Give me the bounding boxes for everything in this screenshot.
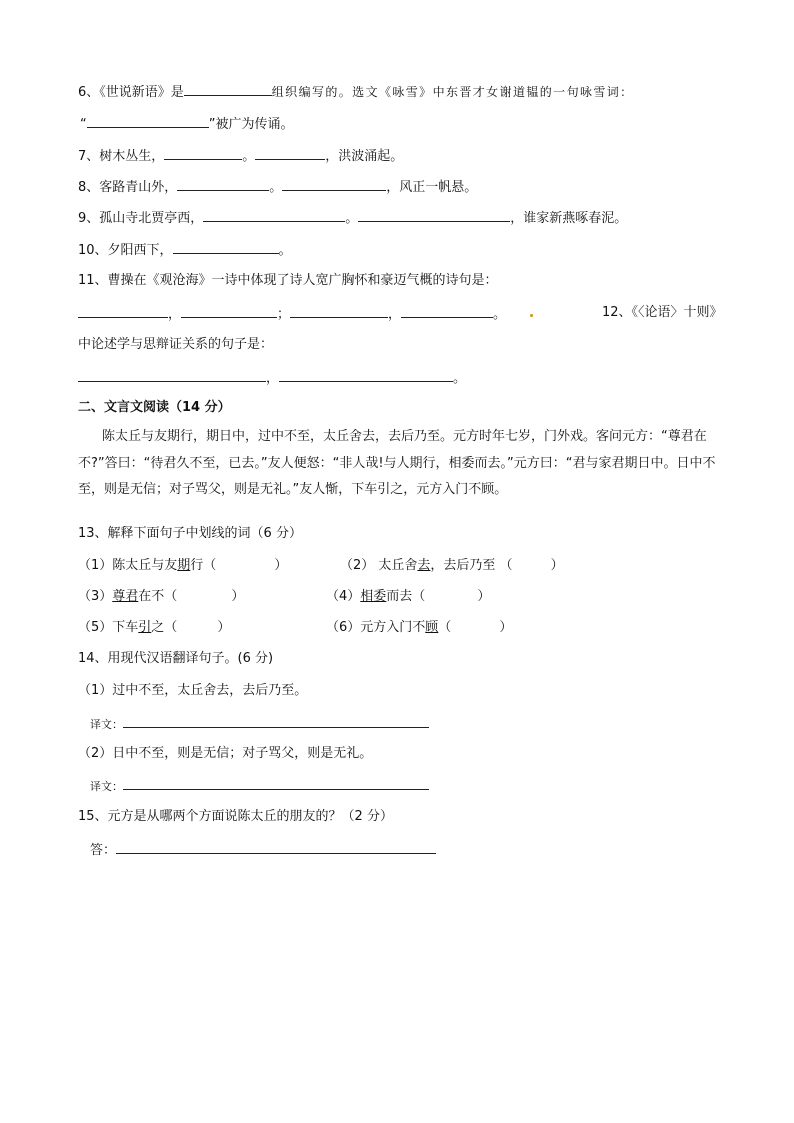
q13-item-5	[78, 618, 230, 637]
q13-title-text: 13、解释下面句子中划线的词（6 分）	[78, 526, 302, 541]
q12-title-a	[602, 304, 723, 322]
q12-line2	[78, 336, 273, 354]
q14-title	[78, 650, 273, 668]
q13-item-1-underlined: 期	[177, 558, 191, 573]
q11-sep-2: ；	[277, 307, 291, 322]
q12-sep: ，	[266, 371, 280, 386]
q13-item-3-post: 在不（	[138, 589, 178, 604]
q13-item-5-pre: （5）下车	[78, 620, 139, 635]
q13-item-6-close: ）	[499, 620, 513, 635]
q13-item-5-answer[interactable]	[177, 618, 217, 631]
q6-text-d: ”被广为传诵。	[208, 117, 294, 132]
passage-text: 陈太丘与友期行，期日中，过中不至，太丘舍去，去后乃至。元方时年七岁，门外戏。客问元方：“尊君在不?”答曰：“待君久不至，已去。”友人便怒：“非人哉!与人期行，相委而去。”元方曰：“君与家君期日中。日中不至，则是无信；对子骂父，则是无礼。”友人惭，下车引之，元方入门不顾。	[78, 429, 716, 497]
q13-item-2-pre: （2） 太丘舍	[340, 558, 418, 573]
q6-text-b: 组织编写的。选文《咏雪》中东晋才女谢道韫的一句咏雪词：	[271, 85, 634, 99]
q14-sentence-2	[78, 745, 372, 763]
q13-title	[78, 525, 302, 543]
q9-text-b: 。	[345, 211, 359, 226]
q13-item-2-answer[interactable]	[513, 556, 551, 569]
decorative-dot	[530, 314, 533, 317]
q11-blank-2[interactable]	[181, 304, 277, 318]
q9-text-c: ，谁家新燕啄春泥。	[510, 211, 628, 226]
q14-answer-2-label: 译文：	[90, 780, 123, 793]
q7-text-b: 。	[242, 149, 256, 164]
q13-item-5-close: ）	[217, 620, 231, 635]
q15-title	[78, 808, 393, 826]
q13-item-6-underlined: 顾	[425, 620, 439, 635]
q10-line	[78, 240, 292, 260]
q13-item-3-pre: （3）	[78, 589, 113, 604]
q6-line1	[78, 82, 634, 102]
q13-item-4-post: 而去（	[386, 589, 426, 604]
q14-answer-1-label: 译文：	[90, 718, 123, 731]
q14-answer-2	[90, 776, 429, 796]
q8-blank-1[interactable]	[177, 177, 269, 191]
q10-blank-1[interactable]	[173, 240, 279, 254]
q6-text-c: “	[80, 117, 87, 132]
q7-line	[78, 146, 403, 166]
q11-blank-4[interactable]	[401, 304, 493, 318]
q12-blanks-line	[78, 368, 466, 388]
q13-item-5-post: 之（	[151, 620, 178, 635]
q7-blank-1[interactable]	[164, 146, 242, 160]
q13-item-3-answer[interactable]	[177, 587, 231, 600]
q13-item-4-pre: （4）	[326, 589, 361, 604]
q13-item-3-underlined: 尊君	[112, 589, 139, 604]
q10-text-a: 10、夕阳西下，	[78, 243, 173, 258]
q14-title-text: 14、用现代汉语翻译句子。(6 分)	[78, 651, 274, 666]
q15-answer-field[interactable]	[116, 840, 436, 854]
q13-item-6-pre: （6）元方入门不	[326, 620, 426, 635]
q13-item-4	[326, 587, 490, 606]
q11-sep-1: ，	[168, 307, 182, 322]
q13-item-5-underlined: 引	[138, 620, 152, 635]
q6-blank-1[interactable]	[184, 82, 272, 96]
q13-item-6-post: （	[438, 620, 452, 635]
q9-blank-2[interactable]	[358, 208, 510, 222]
q13-item-1-close: ）	[274, 558, 288, 573]
q6-blank-2[interactable]	[87, 114, 209, 128]
q14-answer-1	[90, 714, 429, 734]
q12-end: 。	[453, 371, 467, 386]
q15-answer	[90, 840, 436, 860]
q13-item-2-underlined: 去	[417, 558, 431, 573]
q9-line	[78, 208, 627, 228]
q6-line2	[80, 114, 294, 134]
q14-sentence-2-text: （2）日中不至，则是无信；对子骂父，则是无礼。	[78, 746, 373, 761]
q13-item-3-close: ）	[231, 589, 245, 604]
q11-end: 。	[493, 307, 507, 322]
q9-blank-1[interactable]	[203, 208, 345, 222]
q8-text-a: 8、客路青山外，	[78, 180, 178, 195]
q13-item-1	[78, 556, 287, 575]
passage	[78, 424, 718, 504]
q13-item-6	[326, 618, 512, 637]
q13-item-1-post: 行（	[190, 558, 217, 573]
q13-item-2-close: ）	[550, 558, 564, 573]
q8-line	[78, 177, 477, 197]
q14-sentence-1-text: （1）过中不至，太丘舍去，去后乃至。	[78, 683, 308, 698]
q14-sentence-1	[78, 682, 307, 700]
q10-text-b: 。	[278, 243, 292, 258]
q13-item-4-underlined: 相委	[360, 589, 387, 604]
section2-title	[78, 399, 231, 417]
q11-title	[78, 272, 498, 290]
q15-answer-label: 答：	[90, 843, 117, 858]
q9-text-a: 9、孤山寺北贾亭西，	[78, 211, 204, 226]
q8-blank-2[interactable]	[282, 177, 386, 191]
q11-blanks-line	[78, 304, 506, 324]
q12-text-b: 中论述学与思辩证关系的句子是：	[78, 337, 274, 352]
q6-text-a: 6、《世说新语》是	[78, 85, 184, 100]
q11-blank-1[interactable]	[78, 304, 168, 318]
q14-answer-1-field[interactable]	[123, 714, 429, 728]
q12-blank-1[interactable]	[78, 368, 266, 382]
q13-item-2	[340, 556, 564, 575]
q13-item-4-answer[interactable]	[425, 587, 477, 600]
q13-item-1-pre: （1）陈太丘与友	[78, 558, 178, 573]
q12-text-a: 12、《〈论语〉十则》	[602, 305, 723, 320]
q13-item-2-post: ，去后乃至 （	[430, 558, 513, 573]
q7-text-c: ，洪波涌起。	[325, 149, 404, 164]
q7-blank-2[interactable]	[255, 146, 325, 160]
q12-blank-2[interactable]	[279, 368, 453, 382]
q11-sep-3: ，	[388, 307, 402, 322]
section2-title-text: 二、文言文阅读（14 分）	[78, 400, 231, 415]
q13-item-4-close: ）	[477, 589, 491, 604]
q11-blank-3[interactable]	[290, 304, 388, 318]
q8-text-b: 。	[269, 180, 283, 195]
q11-text-a: 11、曹操在《观沧海》一诗中体现了诗人宽广胸怀和豪迈气概的诗句是：	[78, 273, 498, 288]
q15-title-text: 15、元方是从哪两个方面说陈太丘的朋友的？（2 分）	[78, 809, 393, 824]
q14-answer-2-field[interactable]	[123, 776, 429, 790]
q13-item-1-answer[interactable]	[216, 556, 274, 569]
q13-item-3	[78, 587, 244, 606]
q8-text-c: ，风正一帆悬。	[386, 180, 478, 195]
q7-text-a: 7、树木丛生，	[78, 149, 165, 164]
q13-item-6-answer[interactable]	[451, 618, 499, 631]
